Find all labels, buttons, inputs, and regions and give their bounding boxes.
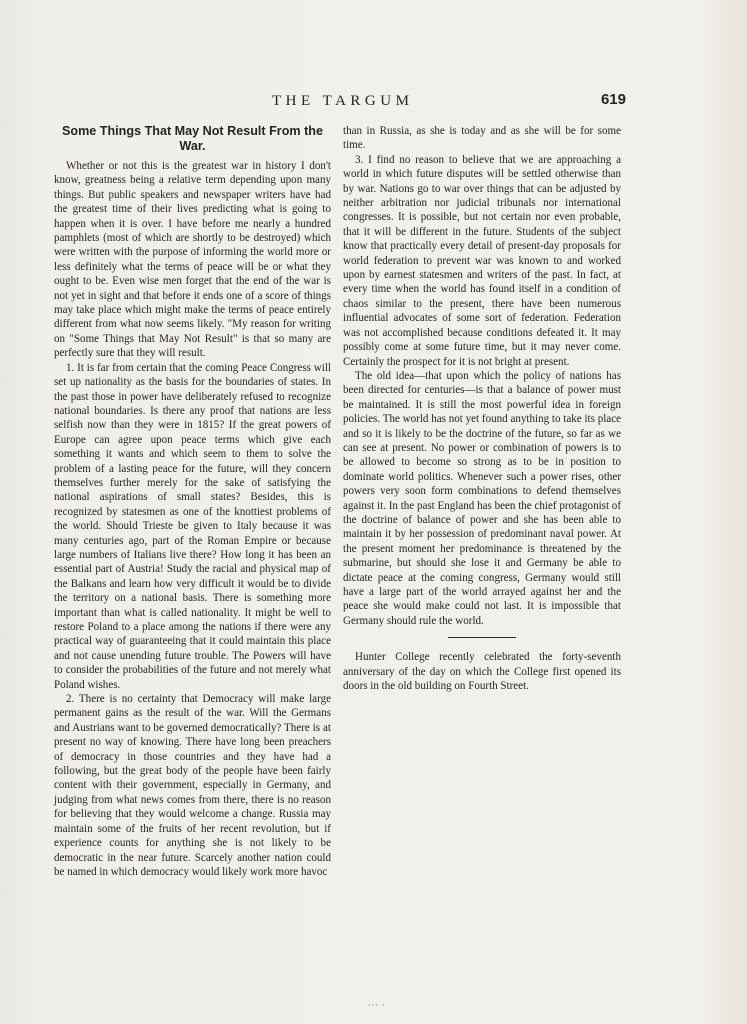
news-note: Hunter College recently celebrated the forty-seventh anniversary of the day on which the College first opened its doors in the old building on Fourth Street. bbox=[343, 651, 621, 693]
left-column bbox=[54, 124, 331, 879]
page-header bbox=[50, 90, 630, 114]
print-mark: ··· · bbox=[368, 1001, 386, 1010]
point-three-paragraph: 3. I find no reason to believe that we are approaching a world in which future disputes will be settled otherwise than by war. Nations go to war over things that can be adjusted by neither arbitration nor judicial tribunals nor international congresses. It is possible, but not certain nor even probable, that it will be different in the future. Students of the subject know that practically every detail of present-day proposals for world federation to prevent war was known to and worked upon by earnest statesmen and writers of the past. In fact, at every time when the world has found itself in a condition of chaos similar to the present, there have been numerous influential advocates of some sort of federation. Federation was not accomplished because conditions defeated it. It may possibly come at some future time, but it may never come. Certainly the prospect for it is not bright at present. bbox=[343, 153, 621, 368]
article-title: Some Things That May Not Result From the War. bbox=[62, 124, 323, 153]
section-divider bbox=[448, 637, 516, 638]
running-title: THE TARGUM bbox=[272, 93, 414, 109]
page-number: 619 bbox=[600, 91, 626, 108]
right-column bbox=[343, 124, 621, 693]
point-two-continued: than in Russia, as she is today and as she will be for some time. bbox=[343, 125, 621, 152]
balance-of-power-paragraph: The old idea—that upon which the policy of nations has been directed for centuries—is that a balance of power must be maintained. It is still the most powerful idea in foreign policies. The world has not yet found anything to take its place and so it is likely to be the doctrine of the future, so far as we can see at present. No power or combination of powers is to be allowed to become so strong as to be in position to dominate world politics. Whenever such a power rises, other powers very soon form combinations to defend themselves against it. In the past England has been the chief protagonist of the doctrine of balance of power and she has been able to maintain it by her possession of predominant naval power. At the present moment her predominance is threatened by the submarine, but should she lose it and Germany be able to dictate peace at the coming congress, Germany would still have a large part of the world arrayed against her and the peace she would make could not last. It is impossible that Germany should rule the world. bbox=[343, 369, 621, 627]
point-two-paragraph: 2. There is no certainty that Democracy will make large permanent gains as the result of the war. Will the Germans and Austrians want to be governed democratically? There is at present no way of knowing. There have long been preachers of democracy in those countries and they have had a following, but the great body of the people have been fairly content with their government, especially in Germany, and judging from what news comes from there, there is no reason for believing that they would welcome a change. Russia may maintain some of the fruits of her recent revolution, but if experience counts for anything she is not likely to be democratic in the near future. Scarcely another nation could be named in which democracy would likely work more havoc bbox=[54, 693, 331, 878]
intro-paragraph: Whether or not this is the greatest war in history I don't know, greatness being a relative term depending upon many things. But public speakers and newspaper writers have had the greatest time of their lives predicting what is going to happen when it is over. I have before me nearly a hundred pamphlets (most of which are shortly to be destroyed) which were written with the purpose of informing the world more or less definitely what the terms of peace will be or what they ought to be. Even wise men forget that the end of the war is not yet in sight and that before it ends one of a score of things may take place which might make the terms of peace entirely different from what now seems likely. "My reason for writing on "Some Things that May Not Result" is that so many are perfectly sure that they will result. bbox=[54, 160, 331, 360]
point-one-paragraph: 1. It is far from certain that the coming Peace Congress will set up nationality as the basis for the boundaries of states. In the past those in power have deliberately refused to recognize national boundaries. Is there any proof that nations are less selfish now than they were in 1815? If the great powers of Europe can agree upon peace terms which give each something it wants and which seem to them to solve the problem of a lasting peace for the future, will they concern themselves further merely for the sake of satisfying the national aspirations of small states? Besides, this is recognized by statesmen as one of the knottiest problems of the world. Should Trieste be given to Italy because it was many centuries ago, part of the Roman Empire or because large numbers of Italians live there? How long it has been an essential part of Austria! Study the racial and physical map of the Balkans and learn how very difficult it would be to divide the territory on a national basis. There is something more important than what is called nationality. It might be well to restore Poland to a place among the nations if there were any practical way of guaranteeing that it could maintain this place and not cause unending future trouble. The Powers will have to consider the probabilities of the future and not merely what Poland wishes. bbox=[54, 361, 331, 691]
